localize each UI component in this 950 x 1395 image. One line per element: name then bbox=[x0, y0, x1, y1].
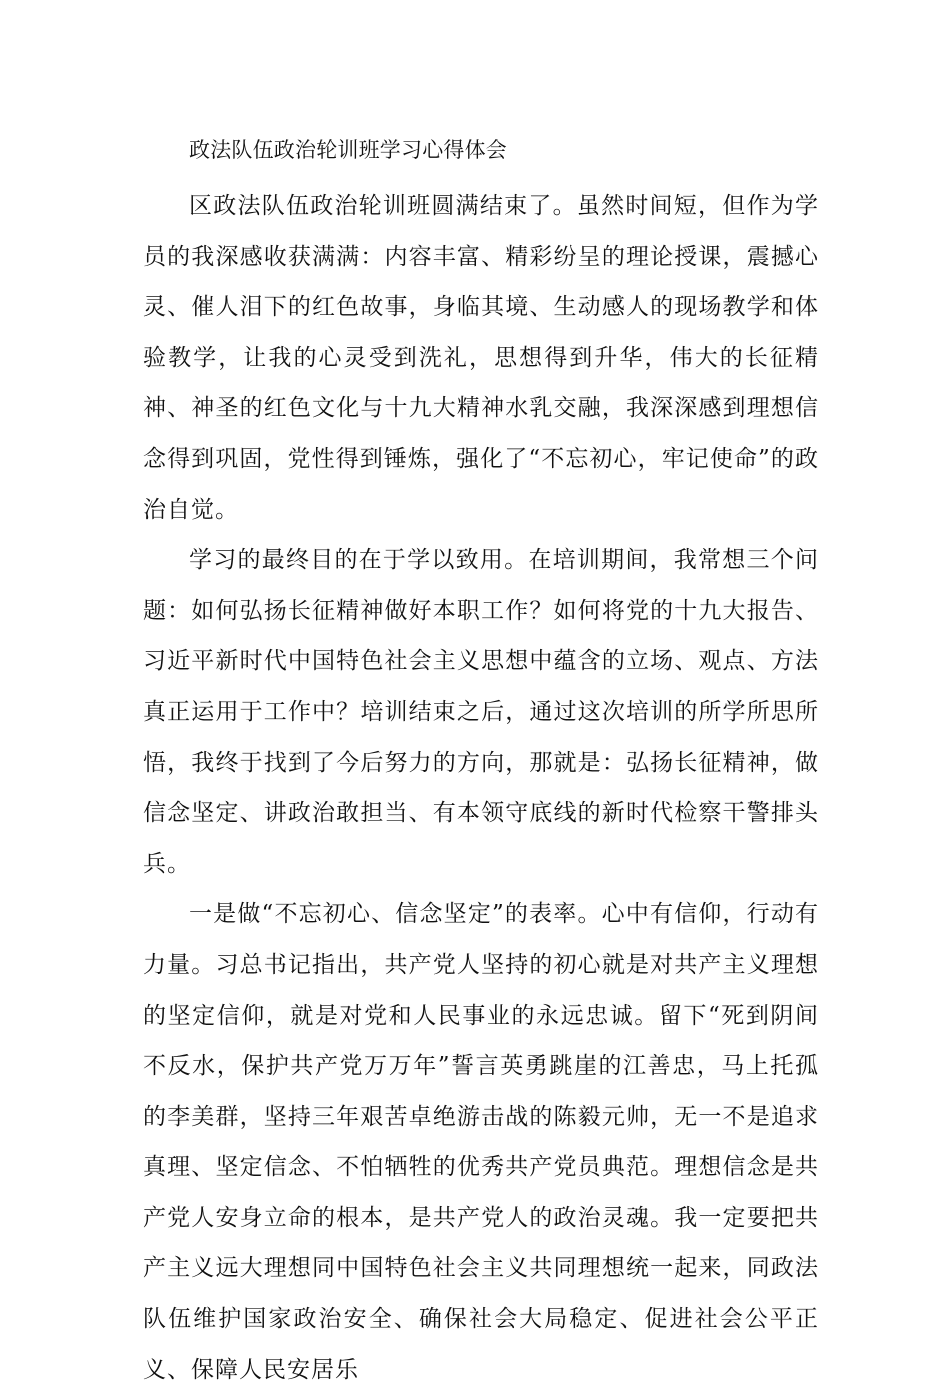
document-title: 政法队伍政治轮训班学习心得体会 bbox=[189, 138, 507, 162]
document-body bbox=[143, 133, 819, 1395]
paragraph-3: 一是做“不忘初心、信念坚定”的表率。心中有信仰，行动有力量。习总书记指出，共产党人坚持的初心就是对共产主义理想的坚定信仰，就是对党和人民事业的永远忠诚。留下“死到阴间不反水，保护共产党万万年”誓言英勇跳崖的江善忠，马上托孤的李美群，坚持三年艰苦卓绝游击战的陈毅元帅，无一不是追求真理、坚定信念、不怕牺牲的优秀共产党员典范。理想信念是共产党人安身立命的根本，是共产党人的政治灵魂。我一定要把共产主义远大理想同中国特色社会主义共同理想统一起来，同政法队伍维护国家政治安全、确保社会大局稳定、促进社会公平正义、保障人民安居乐 bbox=[143, 901, 819, 1383]
paragraph-2: 学习的最终目的在于学以致用。在培训期间，我常想三个问题：如何弘扬长征精神做好本职工作？如何将党的十九大报告、习近平新时代中国特色社会主义思想中蕴含的立场、观点、方法真正运用于工作中？培训结束之后，通过这次培训的所学所思所悟，我终于找到了今后努力的方向，那就是：弘扬长征精神，做信念坚定、讲政治敢担当、有本领守底线的新时代检察干警排头兵。 bbox=[143, 547, 819, 877]
paragraph-1: 区政法队伍政治轮训班圆满结束了。虽然时间短，但作为学员的我深感收获满满：内容丰富、精彩纷呈的理论授课，震撼心灵、催人泪下的红色故事，身临其境、生动感人的现场教学和体验教学，让我的心灵受到洗礼，思想得到升华，伟大的长征精神、神圣的红色文化与十九大精神水乳交融，我深深感到理想信念得到巩固，党性得到锤炼，强化了“不忘初心，牢记使命”的政治自觉。 bbox=[143, 193, 819, 523]
